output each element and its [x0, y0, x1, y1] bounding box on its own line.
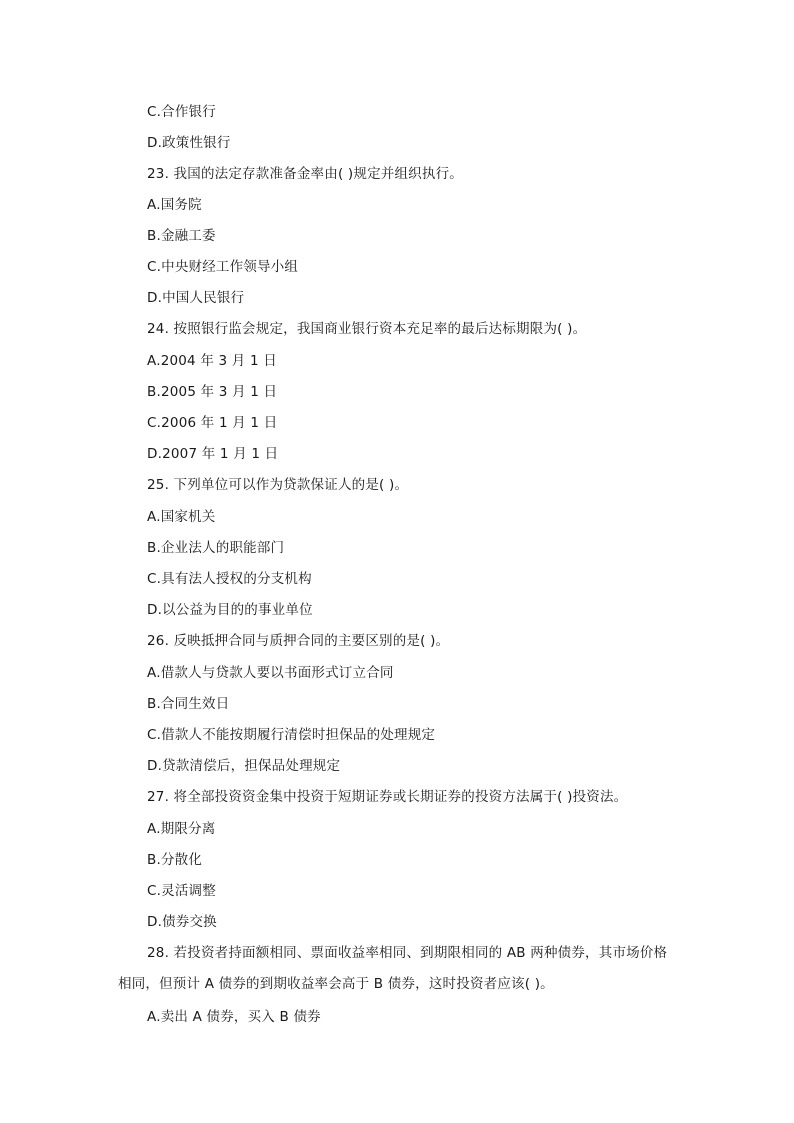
option-22c: C.合作银行 [147, 104, 216, 120]
option-25b: B.企业法人的职能部门 [147, 540, 285, 556]
option-24c: C.2006 年 1 月 1 日 [147, 415, 278, 431]
option-22d: D.政策性银行 [147, 135, 231, 151]
option-24b: B.2005 年 3 月 1 日 [147, 384, 278, 400]
question-24: 24. 按照银行监会规定，我国商业银行资本充足率的最后达标期限为( )。 [147, 321, 587, 337]
option-25a: A.国家机关 [147, 509, 216, 525]
option-27a: A.期限分离 [147, 821, 216, 837]
option-27d: D.债券交换 [147, 914, 217, 930]
option-26a: A.借款人与贷款人要以书面形式订立合同 [147, 665, 394, 681]
option-26d: D.贷款清偿后，担保品处理规定 [147, 758, 341, 774]
option-25c: C.具有法人授权的分支机构 [147, 571, 312, 587]
option-24a: A.2004 年 3 月 1 日 [147, 353, 277, 369]
question-26: 26. 反映抵押合同与质押合同的主要区别的是( )。 [147, 633, 450, 649]
question-28-line1: 28. 若投资者持面额相同、票面收益率相同、到期限相同的 AB 两种债券，其市场价格 [147, 945, 668, 961]
option-23c: C.中央财经工作领导小组 [147, 259, 299, 275]
option-23d: D.中国人民银行 [147, 290, 245, 306]
option-23b: B.金融工委 [147, 228, 216, 244]
option-26b: B.合同生效日 [147, 696, 230, 712]
question-25: 25. 下列单位可以作为贷款保证人的是( )。 [147, 477, 409, 493]
option-23a: A.国务院 [147, 197, 202, 213]
option-27b: B.分散化 [147, 852, 203, 868]
question-27: 27. 将全部投资资金集中投资于短期证券或长期证券的投资方法属于( )投资法。 [147, 789, 628, 805]
option-27c: C.灵活调整 [147, 883, 216, 899]
option-25d: D.以公益为目的的事业单位 [147, 602, 313, 618]
option-24d: D.2007 年 1 月 1 日 [147, 446, 279, 462]
question-23: 23. 我国的法定存款准备金率由( )规定并组织执行。 [147, 166, 463, 182]
option-28a: A.卖出 A 债券，买入 B 债券 [147, 1009, 321, 1025]
option-26c: C.借款人不能按期履行清偿时担保品的处理规定 [147, 727, 436, 743]
question-28-line2: 相同，但预计 A 债券的到期收益率会高于 B 债券，这时投资者应该( )。 [118, 976, 554, 992]
